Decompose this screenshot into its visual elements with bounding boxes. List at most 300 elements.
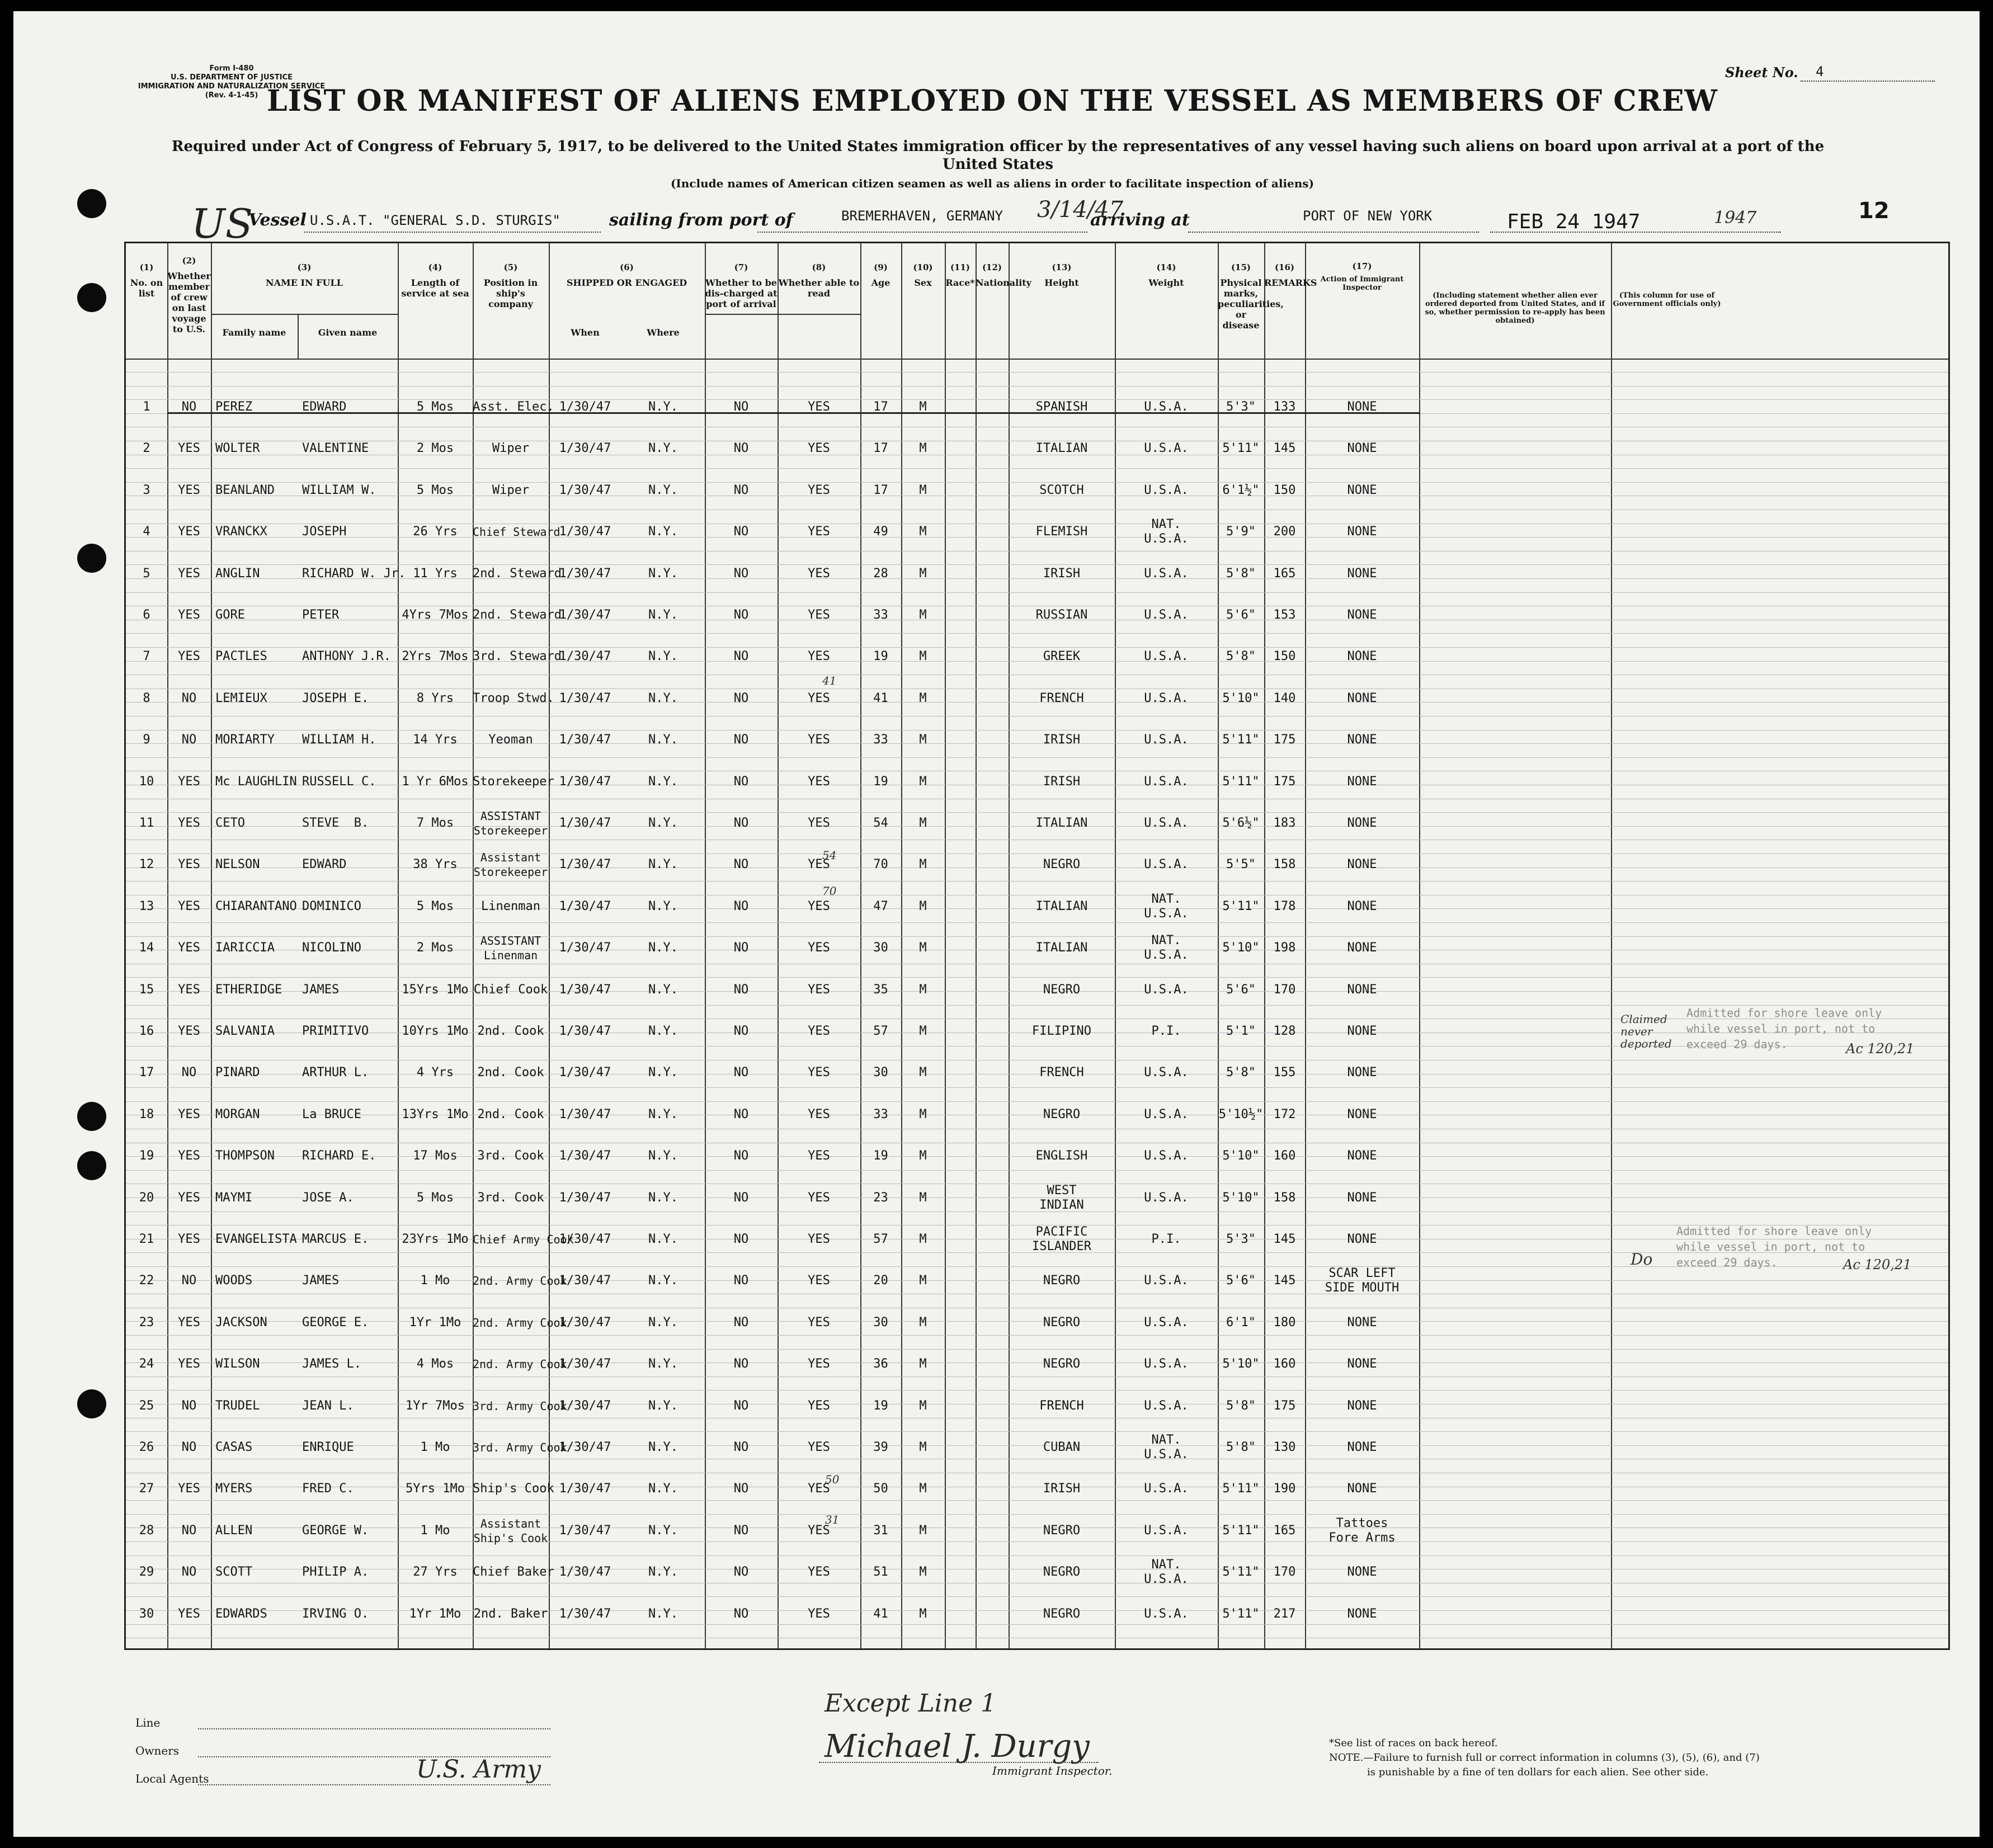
row-2-marks: NONE xyxy=(1347,441,1377,456)
crew-manifest-table: (1) No. on list (2) Whether member of crew on last voyage to U.S. (3) NAME IN FULL Family name Given name (4) Length of service at sea (5) Position in ship's company (6) SHIPPED OR ENGAGED When Where (7) Whether to be dis-charged at port of arrival (8) Whether able to read (9) Age (10) Sex (11) Race* (12) Nationality (13) Height (14) Weight (15) Physical marks, peculiarities, or disease (16) REMARKS (17) Action of Immigrant Inspector (Including statement whether alien ever ordered deported from United States, and if so, whether permission to re-apply has been obtained) (This column for use of Government officials only) 1 NO PEREZ EDWARD 5 Mos Asst. Elec. 1/30/47 N.Y. NO YES 17 M SPANISH U.S.A. 5'3" 133 NONE 2 YES WOLTER VALENTINE 2 Mos Wiper 1/30/47 N.Y. NO YES 17 M ITALIAN U.S.A. 5'11" 145 NONE 3 YES BEANLAND WILLIAM W. 5 Mos Wiper 1/30/47 N.Y. NO YES 17 M SCOTCH U.S.A. 6'1½" 150 NONE 4 YES VRANCKX JOSEPH 26 Yrs Chief Steward 1/30/47 N.Y. NO YES 49 M FLEMISH NAT. U.S.A. 5'9" 200 NONE 5 YES ANGLIN RICHARD W. Jr. 11 Yrs 2nd. Steward 1/30/47 N.Y. NO YES 28 M IRISH U.S.A. 5'8" 165 NONE 6 YES GORE PETER 4Yrs 7Mos 2nd. Steward 1/30/47 N.Y. NO YES 33 M RUSSIAN U.S.A. 5'6" 153 NONE 7 YES PACTLES ANTHONY J.R. 2Yrs 7Mos 3rd. Steward 1/30/47 N.Y. NO YES 19 M GREEK U.S.A. 5'8" 150 NONE 8 NO LEMIEUX JOSEPH E. 8 Yrs Troop Stwd. 1/30/47 N.Y. NO YES 41 M FRENCH U.S.A. 5'10" 140 NONE 9 NO MORIARTY WILLIAM H. 14 Yrs Yeoman 1/30/47 N.Y. NO YES 33 M IRISH U.S.A. 5'11" 175 NONE 10 YES Mc LAUGHLIN RUSSELL C. 1 Yr 6Mos Storekeeper 1/30/47 N.Y. NO YES 19 M IRISH U.S.A. 5'11" 175 NONE 11 YES CETO STEVE B. 7 Mos ASSISTANT Storekeeper 1/30/47 N.Y. NO YES 54 M ITALIAN U.S.A. 5'6½" 183 NONE 12 YES NELSON EDWARD 38 Yrs Assistant Storekeeper 1/30/47 N.Y. NO YES 70 M NEGRO U.S.A. 5'5" 158 NONE 13 YES CHIARANTANO DOMINICO 5 Mos Linenman 1/30/47 N.Y. NO YES 47 M ITALIAN NAT. U.S.A. 5'11" 178 NONE 14 YES IARICCIA NICOLINO 2 Mos ASSISTANT Linenman 1/30/47 N.Y. NO YES 30 M ITALIAN NAT. U.S.A. 5'10" 198 NONE 15 YES ETHERIDGE JAMES 15Yrs 1Mo Chief Cook 1/30/47 N.Y. NO YES 35 M NEGRO U.S.A. 5'6" 170 NONE 16 YES SALVANIA PRIMITIVO 10Yrs 1Mo 2nd. Cook 1/30/47 N.Y. NO YES 57 M FILIPINO P.I. 5'1" 128 NONE 17 NO PINARD ARTHUR L. 4 Yrs 2nd. Cook 1/30/47 N.Y. NO YES 30 M FRENCH U.S.A. 5'8" 155 NONE 18 YES MORGAN La BRUCE 13Yrs 1Mo 2nd. Cook 1/30/47 N.Y. NO YES 33 M NEGRO U.S.A. 5'10½" 172 NONE 19 YES THOMPSON RICHARD E. 17 Mos 3rd. Cook 1/30/47 N.Y. NO YES 19 M ENGLISH U.S.A. 5'10" 160 NONE 20 YES MAYMI JOSE A. 5 Mos 3rd. Cook 1/30/47 N.Y. NO YES 23 M WEST INDIAN U.S.A. 5'10" 158 NONE 21 YES EVANGELISTA MARCUS E. 23Yrs 1Mo Chief Army Cook 1/30/47 N.Y. NO YES 57 M PACIFIC ISLANDER P.I. 5'3" 145 NONE 22 NO WOODS JAMES 1 Mo 2nd. Army Cook 1/30/47 N.Y. NO YES 20 M NEGRO U.S.A. 5'6" 145 SCAR LEFT SIDE MOUTH 23 YES JACKSON GEORGE E. 1Yr 1Mo 2nd. Army Cook 1/30/47 N.Y. NO YES 30 M NEGRO U.S.A. 6'1" 180 NONE 24 YES WILSON JAMES L. 4 Mos 2nd. Army Cook 1/30/47 N.Y. NO YES 36 M NEGRO U.S.A. 5'10" 160 NONE 25 NO TRUDEL JEAN L. 1Yr 7Mos 3rd. Army Cook 1/30/47 N.Y. NO YES 19 M FRENCH U.S.A. 5'8" 175 NONE 26 NO CASAS ENRIQUE 1 Mo 3rd. Army Cook 1/30/47 N.Y. NO YES 39 M CUBAN NAT. U.S.A. 5'8" 130 NONE 27 YES MYERS FRED C. 5Yrs 1Mo Ship's Cook 1/30/47 N.Y. NO YES 50 M IRISH U.S.A. 5'11" 190 NONE 28 NO ALLEN GEORGE W. 1 Mo Assistant Ship's Cook 1/30/47 N.Y. NO YES 31 M NEGRO U.S.A. 5'11" 165 Tattoes Fore Arms 29 NO SCOTT PHILIP A. 27 Yrs Chief Baker 1/30/47 N.Y. NO YES 51 M NEGRO NAT. U.S.A. 5'11" 170 NONE 30 YES EDWARDS IRVING O. 1Yr 1Mo 2nd. Baker 1/30/47 N.Y. NO YES 41 M NEGRO U.S.A. 5'11" 217 NONE Claimed never deported Admitted for shore leave only while vessel in port, not to exceed 29 days. Ac 120,21 Do Admitted for shore leave only while vessel in port, not to exceed 29 days. Ac 120,21 41 54 70 50 31 xyxy=(124,242,1950,1650)
row-27-sex: M xyxy=(919,1482,927,1496)
row-26-last: NO xyxy=(181,1440,197,1454)
row-27-position: Ship's Cook xyxy=(473,1482,554,1496)
row-15-age: 35 xyxy=(873,982,888,997)
row-19-sex: M xyxy=(919,1149,927,1163)
row-24-when: 1/30/47 xyxy=(559,1357,611,1371)
row-5-weight: 165 xyxy=(1273,566,1296,581)
row-14-race: ITALIAN xyxy=(1035,941,1088,955)
sheet-number-value: 4 xyxy=(1816,64,1824,79)
row-11-when: 1/30/47 xyxy=(559,816,611,830)
col-header-inspector-note: (This column for use of Government officials only) xyxy=(1613,291,1721,308)
row-15-sex: M xyxy=(919,982,927,997)
remark-row-21: Admitted for shore leave only while vessel in port, not to exceed 29 days. xyxy=(1676,1224,1872,1269)
row-22-service: 1 Mo xyxy=(420,1274,450,1288)
col-header-age: Age xyxy=(871,277,891,288)
row-20-family: MAYMI xyxy=(215,1190,253,1205)
row-11-read: YES xyxy=(808,816,830,830)
row-17-no: 17 xyxy=(139,1066,154,1080)
row-17-height: 5'8" xyxy=(1226,1066,1256,1080)
row-6-where: N.Y. xyxy=(648,608,678,622)
row-26-sex: M xyxy=(919,1440,927,1454)
row-12-given: EDWARD xyxy=(302,857,347,872)
except-note: Except Line 1 xyxy=(824,1689,997,1718)
row-28-age: 31 xyxy=(873,1523,888,1538)
row-6-service: 4Yrs 7Mos xyxy=(402,608,469,622)
row-21-position: Chief Army Cook xyxy=(473,1233,574,1246)
row-3-given: WILLIAM W. xyxy=(302,483,376,497)
row-17-age: 30 xyxy=(873,1066,888,1080)
row-22-given: JAMES xyxy=(302,1274,340,1288)
row-27-given: FRED C. xyxy=(302,1482,354,1496)
row-3-nat: U.S.A. xyxy=(1144,483,1189,497)
row-6-given: PETER xyxy=(302,608,340,622)
row-29-last: NO xyxy=(181,1565,197,1580)
page-number: 12 xyxy=(1858,198,1890,224)
row-1-marks: NONE xyxy=(1347,400,1377,414)
row-29-nat: NAT. U.S.A. xyxy=(1144,1558,1189,1587)
row-19-read: YES xyxy=(808,1149,830,1163)
row-13-marks: NONE xyxy=(1347,899,1377,913)
row-21-nat: P.I. xyxy=(1151,1232,1181,1246)
row-15-where: N.Y. xyxy=(648,982,678,997)
sailing-date-hand: 3/14/47 xyxy=(1037,197,1124,223)
row-19-age: 19 xyxy=(873,1149,888,1163)
arrival-date-stamp: FEB 24 1947 xyxy=(1507,210,1641,233)
row-21-sex: M xyxy=(919,1232,927,1246)
row-27-age: 50 xyxy=(873,1482,888,1496)
row-1-disch: NO xyxy=(733,400,749,414)
row-17-marks: NONE xyxy=(1347,1066,1377,1080)
row-22-when: 1/30/47 xyxy=(559,1274,611,1288)
row-25-height: 5'8" xyxy=(1226,1398,1256,1413)
row-6-sex: M xyxy=(919,608,927,622)
row-26-where: N.Y. xyxy=(648,1440,678,1454)
remark-row-16-signature: Ac 120,21 xyxy=(1846,1041,1915,1057)
row-15-nat: U.S.A. xyxy=(1144,982,1189,997)
row-25-when: 1/30/47 xyxy=(559,1398,611,1413)
row-25-disch: NO xyxy=(733,1398,749,1413)
row-2-position: Wiper xyxy=(492,441,530,456)
row-10-race: IRISH xyxy=(1043,774,1081,789)
row-19-position: 3rd. Cook xyxy=(477,1149,544,1163)
row-23-disch: NO xyxy=(733,1315,749,1330)
row-18-given: La BRUCE xyxy=(302,1107,361,1121)
row-12-height: 5'5" xyxy=(1226,857,1256,872)
row-9-disch: NO xyxy=(733,733,749,747)
row-4-given: JOSEPH xyxy=(302,525,347,539)
row-8-age: 41 xyxy=(873,691,888,705)
row-3-where: N.Y. xyxy=(648,483,678,497)
row-1-given: EDWARD xyxy=(302,400,347,414)
row-8-given: JOSEPH E. xyxy=(302,691,369,705)
row-21-where: N.Y. xyxy=(648,1232,678,1246)
row-1-weight: 133 xyxy=(1273,400,1296,414)
row-12-service: 38 Yrs xyxy=(413,857,458,872)
row-4-when: 1/30/47 xyxy=(559,525,611,539)
row-11-race: ITALIAN xyxy=(1035,816,1088,830)
row-25-marks: NONE xyxy=(1347,1398,1377,1413)
row-18-nat: U.S.A. xyxy=(1144,1107,1189,1121)
row-25-age: 19 xyxy=(873,1398,888,1413)
row-24-age: 36 xyxy=(873,1357,888,1371)
row-8-last: NO xyxy=(181,691,197,705)
row-23-when: 1/30/47 xyxy=(559,1315,611,1330)
row-11-marks: NONE xyxy=(1347,816,1377,830)
subtitle: Required under Act of Congress of February 5, 1917, to be delivered to the United States immigration officer by the representatives of any vessel having such aliens on board upon arrival at a port of the United States xyxy=(171,138,1825,173)
row-12-no: 12 xyxy=(139,857,154,872)
row-9-where: N.Y. xyxy=(648,733,678,747)
row-1-when: 1/30/47 xyxy=(559,400,611,414)
row-7-sex: M xyxy=(919,649,927,664)
row-11-position: ASSISTANT Storekeeper xyxy=(473,809,548,837)
row-20-sex: M xyxy=(919,1190,927,1205)
row-7-no: 7 xyxy=(143,649,150,664)
row-2-where: N.Y. xyxy=(648,441,678,456)
row-21-height: 5'3" xyxy=(1226,1232,1256,1246)
row-2-disch: NO xyxy=(733,441,749,456)
row-3-age: 17 xyxy=(873,483,888,497)
row-22-read: YES xyxy=(808,1274,830,1288)
row-26-given: ENRIQUE xyxy=(302,1440,354,1454)
row-23-sex: M xyxy=(919,1315,927,1330)
row-18-weight: 172 xyxy=(1273,1107,1296,1121)
row-6-weight: 153 xyxy=(1273,608,1296,622)
row-27-nat: U.S.A. xyxy=(1144,1482,1189,1496)
row-1-no: 1 xyxy=(143,400,150,414)
row-12-race: NEGRO xyxy=(1043,857,1081,872)
row-16-nat: P.I. xyxy=(1151,1024,1181,1038)
row-16-where: N.Y. xyxy=(648,1024,678,1038)
row-19-marks: NONE xyxy=(1347,1149,1377,1163)
row-16-family: SALVANIA xyxy=(215,1024,275,1038)
row-19-service: 17 Mos xyxy=(413,1149,458,1163)
row-4-race: FLEMISH xyxy=(1035,525,1088,539)
fine-note-line-2: is punishable by a fine of ten dollars for each alien. See other side. xyxy=(1367,1766,1709,1778)
row-15-last: YES xyxy=(178,982,200,997)
row-12-nat: U.S.A. xyxy=(1144,857,1189,872)
row-27-no: 27 xyxy=(139,1482,154,1496)
row-10-nat: U.S.A. xyxy=(1144,774,1189,789)
row-27-when: 1/30/47 xyxy=(559,1482,611,1496)
row-18-race: NEGRO xyxy=(1043,1107,1081,1121)
row-12-last: YES xyxy=(178,857,200,872)
row-17-position: 2nd. Cook xyxy=(477,1066,544,1080)
row-30-sex: M xyxy=(919,1606,927,1621)
row-11-given: STEVE B. xyxy=(302,816,369,830)
row-16-race: FILIPINO xyxy=(1032,1024,1091,1038)
col-header-given-name: Given name xyxy=(318,327,378,338)
row-23-service: 1Yr 1Mo xyxy=(409,1315,461,1330)
row-2-read: YES xyxy=(808,441,830,456)
row-13-sex: M xyxy=(919,899,927,913)
row-25-no: 25 xyxy=(139,1398,154,1413)
row-16-height: 5'1" xyxy=(1226,1024,1256,1038)
row-23-marks: NONE xyxy=(1347,1315,1377,1330)
row-10-marks: NONE xyxy=(1347,774,1377,789)
row-23-given: GEORGE E. xyxy=(302,1315,369,1330)
arriving-label: arriving at xyxy=(1090,210,1190,230)
row-30-disch: NO xyxy=(733,1606,749,1621)
row-9-given: WILLIAM H. xyxy=(302,733,376,747)
row-30-age: 41 xyxy=(873,1606,888,1621)
row-17-weight: 155 xyxy=(1273,1066,1296,1080)
row-30-weight: 217 xyxy=(1273,1606,1296,1621)
row-13-position: Linenman xyxy=(481,899,540,913)
row-7-disch: NO xyxy=(733,649,749,664)
row-18-age: 33 xyxy=(873,1107,888,1121)
row-14-no: 14 xyxy=(139,941,154,955)
row-16-service: 10Yrs 1Mo xyxy=(402,1024,469,1038)
row-7-when: 1/30/47 xyxy=(559,649,611,664)
row-20-position: 3rd. Cook xyxy=(477,1190,544,1205)
row-11-age: 54 xyxy=(873,816,888,830)
form-identifier: Form I-480 U.S. DEPARTMENT OF JUSTICE IMMIGRATION AND NATURALIZATION SERVICE (Rev. 4-1-45) xyxy=(138,64,326,100)
row-16-no: 16 xyxy=(139,1024,154,1038)
row-5-given: RICHARD W. Jr. xyxy=(302,566,406,581)
punch-hole xyxy=(77,189,106,218)
row-23-last: YES xyxy=(178,1315,200,1330)
row-14-read: YES xyxy=(808,941,830,955)
row-14-disch: NO xyxy=(733,941,749,955)
row-21-age: 57 xyxy=(873,1232,888,1246)
row-7-where: N.Y. xyxy=(648,649,678,664)
row-26-age: 39 xyxy=(873,1440,888,1454)
row-10-given: RUSSELL C. xyxy=(302,774,376,789)
row-29-no: 29 xyxy=(139,1565,154,1580)
row-17-disch: NO xyxy=(733,1066,749,1080)
row-14-position: ASSISTANT Linenman xyxy=(480,934,541,963)
immigrant-inspector-label: Immigrant Inspector. xyxy=(992,1764,1113,1778)
row-22-no: 22 xyxy=(139,1274,154,1288)
row-5-no: 5 xyxy=(143,566,150,581)
row-19-nat: U.S.A. xyxy=(1144,1149,1189,1163)
row-25-family: TRUDEL xyxy=(215,1398,260,1413)
row-22-weight: 145 xyxy=(1273,1274,1296,1288)
row-8-service: 8 Yrs xyxy=(416,691,454,705)
row-29-position: Chief Baker xyxy=(473,1565,554,1580)
row-9-nat: U.S.A. xyxy=(1144,733,1189,747)
row-15-read: YES xyxy=(808,982,830,997)
punch-hole xyxy=(77,1102,106,1131)
row-3-family: BEANLAND xyxy=(215,483,275,497)
row-6-last: YES xyxy=(178,608,200,622)
row-2-age: 17 xyxy=(873,441,888,456)
row-8-position: Troop Stwd. xyxy=(473,691,554,705)
row-1-read: YES xyxy=(808,400,830,414)
row-4-no: 4 xyxy=(143,525,150,539)
row-4-sex: M xyxy=(919,525,927,539)
row-11-where: N.Y. xyxy=(648,816,678,830)
row-29-race: NEGRO xyxy=(1043,1565,1081,1580)
row-11-disch: NO xyxy=(733,816,749,830)
row-22-sex: M xyxy=(919,1274,927,1288)
row-23-nat: U.S.A. xyxy=(1144,1315,1189,1330)
row-25-nat: U.S.A. xyxy=(1144,1398,1189,1413)
row-14-service: 2 Mos xyxy=(416,941,454,955)
row-12-disch: NO xyxy=(733,857,749,872)
vessel-label: Vessel xyxy=(248,210,307,230)
row-22-age: 20 xyxy=(873,1274,888,1288)
row-3-race: SCOTCH xyxy=(1039,483,1084,497)
row-16-when: 1/30/47 xyxy=(559,1024,611,1038)
row-15-marks: NONE xyxy=(1347,982,1377,997)
row-24-last: YES xyxy=(178,1357,200,1371)
row-5-service: 11 Yrs xyxy=(413,566,458,581)
row-7-marks: NONE xyxy=(1347,649,1377,664)
row-14-when: 1/30/47 xyxy=(559,941,611,955)
row-19-race: ENGLISH xyxy=(1035,1149,1088,1163)
row-20-when: 1/30/47 xyxy=(559,1190,611,1205)
row-15-weight: 170 xyxy=(1273,982,1296,997)
row-14-family: IARICCIA xyxy=(215,941,275,955)
row-11-weight: 183 xyxy=(1273,816,1296,830)
col-header-height: Height xyxy=(1044,277,1079,288)
row-25-weight: 175 xyxy=(1273,1398,1296,1413)
row-20-marks: NONE xyxy=(1347,1190,1377,1205)
row-25-service: 1Yr 7Mos xyxy=(406,1398,465,1413)
row-22-disch: NO xyxy=(733,1274,749,1288)
col-header-remarks-note: (Including statement whether alien ever ordered deported from United States, and if so, whether permission to re-apply has been obtained) xyxy=(1425,291,1605,325)
row-2-race: ITALIAN xyxy=(1035,441,1088,456)
punch-hole xyxy=(77,1389,106,1418)
row-7-position: 3rd. Steward xyxy=(473,649,562,664)
row-2-weight: 145 xyxy=(1273,441,1296,456)
row-1-race: SPANISH xyxy=(1035,400,1088,414)
row-5-disch: NO xyxy=(733,566,749,581)
row-29-age: 51 xyxy=(873,1565,888,1580)
races-note: *See list of races on back hereof. xyxy=(1329,1737,1498,1749)
punch-hole xyxy=(77,283,106,312)
row-28-given: GEORGE W. xyxy=(302,1523,369,1538)
row-30-given: IRVING O. xyxy=(302,1606,369,1621)
row-10-read: YES xyxy=(808,774,830,789)
row-2-no: 2 xyxy=(143,441,150,456)
owners-label: Owners xyxy=(135,1744,180,1757)
row-15-given: JAMES xyxy=(302,982,340,997)
age-correction-row-28: 31 xyxy=(825,1513,840,1526)
row-28-read: YES xyxy=(808,1523,830,1538)
row-30-when: 1/30/47 xyxy=(559,1606,611,1621)
row-3-height: 6'1½" xyxy=(1222,483,1260,497)
vessel-name: U.S.A.T. "GENERAL S.D. STURGIS" xyxy=(310,213,560,228)
row-6-when: 1/30/47 xyxy=(559,608,611,622)
col-header-race: Race* xyxy=(945,277,975,288)
row-24-no: 24 xyxy=(139,1357,154,1371)
row-24-nat: U.S.A. xyxy=(1144,1357,1189,1371)
punch-hole xyxy=(77,1151,106,1180)
row-11-sex: M xyxy=(919,816,927,830)
row-24-sex: M xyxy=(919,1357,927,1371)
row-15-family: ETHERIDGE xyxy=(215,982,282,997)
row-3-no: 3 xyxy=(143,483,150,497)
row-18-disch: NO xyxy=(733,1107,749,1121)
row-8-where: N.Y. xyxy=(648,691,678,705)
row-11-family: CETO xyxy=(215,816,245,830)
row-25-read: YES xyxy=(808,1398,830,1413)
row-10-sex: M xyxy=(919,774,927,789)
row-1-strikethrough xyxy=(167,412,1420,414)
row-1-family: PEREZ xyxy=(215,400,253,414)
age-correction-row-8: 41 xyxy=(822,674,837,687)
row-22-where: N.Y. xyxy=(648,1274,678,1288)
row-20-disch: NO xyxy=(733,1190,749,1205)
row-26-family: CASAS xyxy=(215,1440,253,1454)
row-28-no: 28 xyxy=(139,1523,154,1538)
row-26-no: 26 xyxy=(139,1440,154,1454)
row-4-position: Chief Steward xyxy=(473,525,560,539)
row-5-age: 28 xyxy=(873,566,888,581)
row-18-sex: M xyxy=(919,1107,927,1121)
row-10-where: N.Y. xyxy=(648,774,678,789)
row-9-no: 9 xyxy=(143,733,150,747)
row-27-marks: NONE xyxy=(1347,1482,1377,1496)
row-19-where: N.Y. xyxy=(648,1149,678,1163)
row-20-nat: U.S.A. xyxy=(1144,1190,1189,1205)
row-13-when: 1/30/47 xyxy=(559,899,611,913)
row-17-read: YES xyxy=(808,1066,830,1080)
row-7-age: 19 xyxy=(873,649,888,664)
row-4-weight: 200 xyxy=(1273,525,1296,539)
row-28-sex: M xyxy=(919,1523,927,1538)
row-27-where: N.Y. xyxy=(648,1482,678,1496)
age-correction-row-27: 50 xyxy=(825,1473,840,1486)
local-agents-label: Local Agents xyxy=(135,1772,209,1785)
row-15-position: Chief Cook xyxy=(473,982,548,997)
row-25-where: N.Y. xyxy=(648,1398,678,1413)
row-8-weight: 140 xyxy=(1273,691,1296,705)
row-29-disch: NO xyxy=(733,1565,749,1580)
row-28-when: 1/30/47 xyxy=(559,1523,611,1538)
row-22-marks: SCAR LEFT SIDE MOUTH xyxy=(1325,1266,1400,1295)
row-1-service: 5 Mos xyxy=(416,400,454,414)
row-30-race: NEGRO xyxy=(1043,1606,1081,1621)
row-22-position: 2nd. Army Cook xyxy=(473,1274,567,1288)
row-26-weight: 130 xyxy=(1273,1440,1296,1454)
row-30-read: YES xyxy=(808,1606,830,1621)
row-18-service: 13Yrs 1Mo xyxy=(402,1107,469,1121)
row-26-nat: NAT. U.S.A. xyxy=(1144,1433,1189,1462)
row-30-service: 1Yr 1Mo xyxy=(409,1606,461,1621)
row-4-where: N.Y. xyxy=(648,525,678,539)
row-29-when: 1/30/47 xyxy=(559,1565,611,1580)
row-7-weight: 150 xyxy=(1273,649,1296,664)
claimed-never-deported-note: Claimed never deported xyxy=(1620,1012,1672,1050)
row-13-nat: NAT. U.S.A. xyxy=(1144,892,1189,921)
col-header-name-in-full: NAME IN FULL xyxy=(265,277,343,288)
row-1-sex: M xyxy=(919,400,927,414)
row-6-position: 2nd. Steward xyxy=(473,608,562,622)
row-6-nat: U.S.A. xyxy=(1144,608,1189,622)
row-4-marks: NONE xyxy=(1347,525,1377,539)
row-27-read: YES xyxy=(808,1482,830,1496)
row-10-service: 1 Yr 6Mos xyxy=(402,774,469,789)
row-19-disch: NO xyxy=(733,1149,749,1163)
row-9-when: 1/30/47 xyxy=(559,733,611,747)
row-24-position: 2nd. Army Cook xyxy=(473,1357,567,1371)
row-17-given: ARTHUR L. xyxy=(302,1066,369,1080)
row-27-height: 5'11" xyxy=(1222,1482,1260,1496)
row-18-family: MORGAN xyxy=(215,1107,260,1121)
row-3-disch: NO xyxy=(733,483,749,497)
row-15-when: 1/30/47 xyxy=(559,982,611,997)
row-23-read: YES xyxy=(808,1315,830,1330)
row-30-last: YES xyxy=(178,1606,200,1621)
row-10-height: 5'11" xyxy=(1222,774,1260,789)
row-4-service: 26 Yrs xyxy=(413,525,458,539)
row-5-family: ANGLIN xyxy=(215,566,260,581)
fine-note-line-1: NOTE.—Failure to furnish full or correct information in columns (3), (5), (6), and (7) xyxy=(1329,1752,1760,1764)
